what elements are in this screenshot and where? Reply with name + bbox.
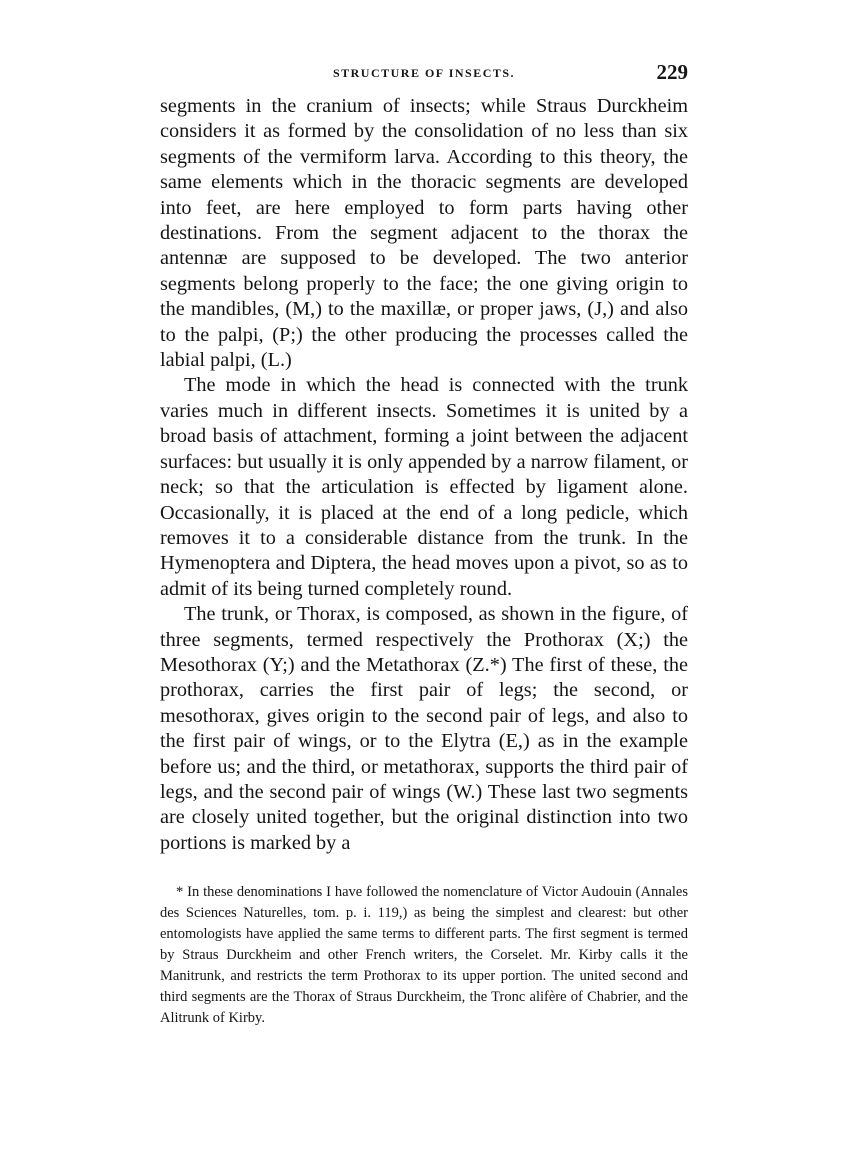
running-head: STRUCTURE OF INSECTS. — [332, 66, 516, 80]
paragraph-head-connection: The mode in which the head is connected with the trunk varies much in different insects. Sometimes it is united by a broad basis of attachment, forming a joint between the adjacent surfaces: but usually it is only appended by a narrow filament, or neck; so that the articulation is effected by ligament alone. Occasionally, it is placed at the end of a long pedicle, which removes it to a considerable distance from the trunk. In the Hymenoptera and Diptera, the head moves upon a pivot, so as to admit of its being turned completely round. — [160, 374, 688, 600]
book-page — [160, 60, 688, 1044]
paragraph-head-segments: segments in the cranium of insects; while Straus Durckheim considers it as formed by the consolidation of no less than six segments of the vermiform larva. According to this theory, the same elements which in the thoracic segments are developed into feet, are here employed to form parts having other destinations. From the segment adjacent to the thorax the antennæ are supposed to be developed. The two anterior segments belong properly to the face; the one giving origin to the mandibles, (M,) to the maxillæ, or proper jaws, (J,) and also to the palpi, (P;) the other producing the processes called the labial palpi, (L.) — [160, 95, 688, 372]
body-text — [160, 94, 688, 856]
page-header — [160, 60, 688, 86]
footnote: * In these denominations I have followed the nomenclature of Victor Audouin (Annales des Sciences Naturelles, tom. p. i. 119,) as being the simplest and clearest: but other entomologists have applied the same terms to different parts. The first segment is termed by Straus Durckheim and other French writers, the Corselet. Mr. Kirby calls it the Manitrunk, and restricts the term Prothorax to its upper portion. The united second and third segments are the Thorax of Straus Durckheim, the Tronc alifère of Chabrier, and the Alitrunk of Kirby. — [160, 884, 688, 1027]
page-number: 229 — [656, 60, 688, 84]
paragraph-thorax: The trunk, or Thorax, is composed, as shown in the figure, of three segments, termed respectively the Prothorax (X;) the Mesothorax (Y;) and the Metathorax (Z.*) The first of these, the prothorax, carries the first pair of legs; the second, or mesothorax, gives origin to the second pair of legs, and also to the first pair of wings, or to the Elytra (E,) as in the example before us; and the third, or metathorax, supports the third pair of legs, and the second pair of wings (W.) These last two segments are closely united together, but the original distinction into two portions is marked by a — [160, 603, 688, 854]
